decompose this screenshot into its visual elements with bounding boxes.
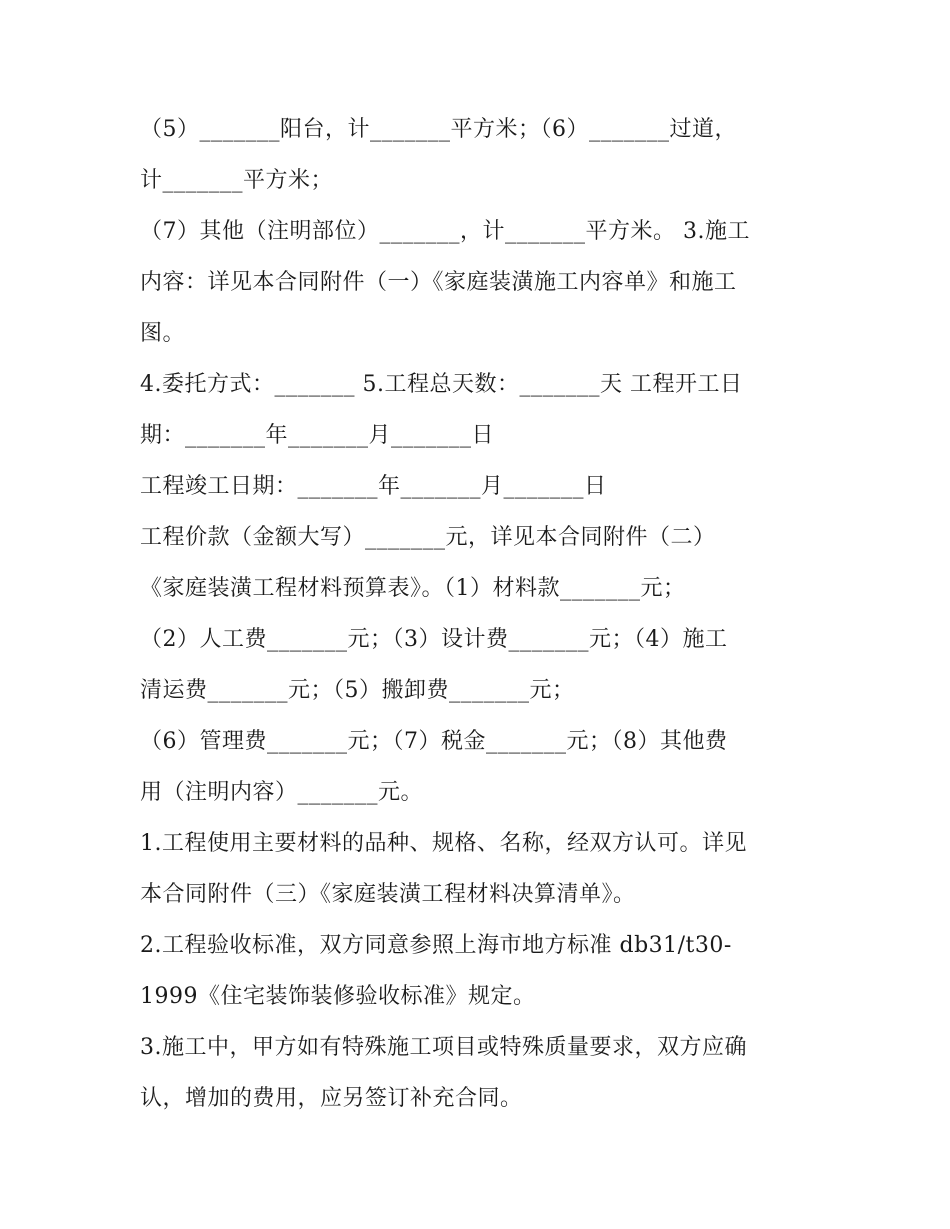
text-line-6: 4.委托方式：_______ 5.工程总天数：_______天 工程开工日 (140, 372, 743, 397)
text-line-13: （6）管理费_______元；（7）税金_______元；（8）其他费 (140, 729, 728, 754)
text-line-19: 3.施工中，甲方如有特殊施工项目或特殊质量要求，双方应确 (140, 1035, 747, 1060)
text-line-20: 认，增加的费用，应另签订补充合同。 (140, 1086, 523, 1111)
text-line-17: 2.工程验收标准，双方同意参照上海市地方标准 db31/t30- (140, 933, 732, 958)
text-line-3: （7）其他（注明部位）_______，计_______平方米。 3.施工 (140, 219, 750, 244)
text-line-2: 计_______平方米； (140, 168, 334, 193)
text-line-14: 用（注明内容）_______元。 (140, 780, 424, 805)
text-line-15: 1.工程使用主要材料的品种、规格、名称，经双方认可。详见 (140, 831, 747, 856)
text-line-4: 内容：详见本合同附件（一）《家庭装潢施工内容单》和施工 (140, 270, 737, 295)
text-line-8: 工程竣工日期：_______年_______月_______日 (140, 474, 607, 499)
text-line-18: 1999《住宅装饰装修验收标准》规定。 (140, 984, 536, 1009)
document-body (140, 104, 820, 1124)
text-line-12: 清运费_______元；（5）搬卸费_______元； (140, 678, 575, 703)
text-line-1: （5）_______阳台，计_______平方米；（6）_______过道， (140, 117, 737, 142)
text-line-9: 工程价款（金额大写）_______元，详见本合同附件（二） (140, 525, 716, 550)
text-line-10: 《家庭装潢工程材料预算表》。（1）材料款_______元； (140, 576, 686, 601)
text-line-7: 期：_______年_______月_______日 (140, 423, 495, 448)
text-line-16: 本合同附件（三）《家庭装潢工程材料决算清单》。 (140, 882, 636, 907)
text-line-5: 图。 (140, 321, 186, 346)
text-line-11: （2）人工费_______元；（3）设计费_______元；（4）施工 (140, 627, 728, 652)
